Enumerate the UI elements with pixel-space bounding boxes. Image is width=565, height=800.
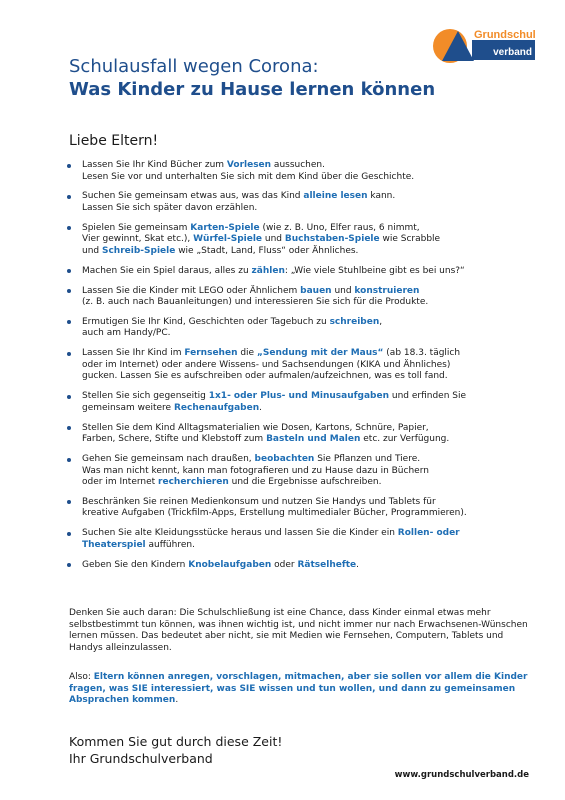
tip-item (55, 317, 545, 340)
tip-text: gemeinsam weitere (82, 402, 174, 413)
also-highlight: Eltern können anregen, vorschlagen, mitmachen, aber sie sollen vor allem die Kinder fragen, was SIE interessiert, was SIE wissen und tun wollen, und dann zu gemeinsamen Absprachen kommen (69, 672, 528, 706)
page-title (69, 56, 539, 102)
tip-item (55, 528, 545, 551)
tip-text: und die Ergebnisse aufschreiben. (228, 477, 382, 488)
tip-item (55, 497, 545, 520)
tip-text: Lassen Sie Ihr Kind im (82, 348, 185, 359)
tip-text: und (262, 234, 285, 245)
tip-text: , (379, 316, 383, 327)
tip-text: Machen Sie ein Spiel daraus, alles zu (82, 265, 252, 276)
also-suffix: . (175, 695, 179, 706)
highlight-term: Buchstaben-Spiele (284, 234, 380, 245)
tip-text: (ab 18.3. täglich (383, 348, 461, 359)
highlight-term: Rechenaufgaben (173, 402, 260, 413)
tip-text: die (237, 348, 257, 359)
tip-text: Sie Pflanzen und Tiere. (314, 454, 421, 465)
tip-text: und erfinden Sie (389, 391, 467, 402)
website-url: www.grundschulverband.de (394, 770, 529, 780)
tip-text: (wie z. B. Uno, Elfer raus, 6 nimmt, (259, 222, 420, 233)
tip-text: etc. zur Verfügung. (360, 434, 450, 445)
tips-list (55, 160, 545, 580)
tip-item (55, 191, 545, 214)
signoff-line-1: Kommen Sie gut durch diese Zeit! (69, 734, 283, 749)
tip-text: Stellen Sie sich gegenseitig (82, 391, 209, 402)
bullet-icon (67, 426, 71, 430)
highlight-term: Vorlesen (226, 160, 272, 170)
bullet-icon (67, 458, 71, 462)
bullet-icon (67, 532, 71, 536)
tip-item (55, 286, 545, 309)
highlight-term: Basteln und Malen (266, 434, 361, 445)
highlight-term: bauen (300, 285, 332, 296)
highlight-term: Fernsehen (184, 348, 238, 359)
tip-text: gucken. Lassen Sie es aufschreiben oder aufmalen/aufzeichnen, was es toll fand. (82, 371, 448, 382)
bullet-icon (67, 226, 71, 230)
tip-text: : „Wie viele Stuhlbeine gibt es bei uns?“ (284, 265, 465, 276)
tip-text: kann. (367, 191, 396, 202)
highlight-term: recherchieren (158, 477, 229, 488)
bullet-icon (67, 269, 71, 273)
highlight-term: Rollen- oder (397, 528, 460, 539)
tip-text: Lassen Sie sich später davon erzählen. (82, 202, 258, 213)
tip-text: auch am Handy/PC. (82, 328, 171, 339)
signoff-line-2: Ihr Grundschulverband (69, 751, 213, 766)
title-line-2: Was Kinder zu Hause lernen können (69, 79, 436, 100)
bullet-icon (67, 395, 71, 399)
bullet-icon (67, 352, 71, 356)
tip-text: oder im Internet) oder andere Wissens- und Sachsendungen (KIKA und Ähnliches) (82, 359, 451, 370)
tip-text: . (356, 559, 360, 570)
also-prefix: Also: (69, 672, 94, 682)
logo-text-grundschul: Grundschul (474, 29, 536, 41)
tip-item (55, 160, 545, 183)
highlight-term: Würfel-Spiele (193, 234, 263, 245)
bullet-icon (67, 195, 71, 199)
tip-text: Suchen Sie alte Kleidungsstücke heraus und lassen Sie die Kinder ein (82, 528, 398, 539)
tip-item (55, 223, 545, 258)
signoff (69, 733, 282, 767)
tip-item (55, 391, 545, 414)
closing-paragraph: Denken Sie auch daran: Die Schulschließung ist eine Chance, dass Kinder einmal etwas mehr selbstbestimmt tun können, was ihnen wichtig ist, und nicht immer nur nach Erwachsenen-Wünschen lernen müssen. Das bedeutet aber nicht, sie mit Medien wie Fernsehen, Computern, Tablets und Handys alleinzulassen. (69, 608, 528, 653)
tip-text: wie Scrabble (379, 234, 441, 245)
tip-text: wie „Stadt, Land, Fluss“ oder Ähnliches. (175, 245, 359, 256)
bullet-icon (67, 289, 71, 293)
tip-text: Beschränken Sie reinen Medienkonsum und nutzen Sie Handys und Tablets für (82, 496, 436, 507)
tip-text: Lassen Sie Ihr Kind Bücher zum (82, 160, 227, 170)
tip-text: Stellen Sie dem Kind Alltagsmaterialien wie Dosen, Kartons, Schnüre, Papier, (82, 422, 429, 433)
tip-text: Farben, Schere, Stifte und Klebstoff zum (82, 434, 267, 445)
highlight-term: schreiben (329, 316, 380, 327)
tip-text: oder (271, 559, 298, 570)
tip-item (55, 348, 545, 383)
tip-text: aufführen. (145, 539, 195, 550)
highlight-term: alleine lesen (303, 191, 368, 202)
highlight-term: „Sendung mit der Maus“ (256, 348, 384, 359)
highlight-term: konstruieren (354, 285, 420, 296)
tip-item (55, 560, 545, 572)
highlight-term: beobachten (254, 454, 315, 465)
tip-text: Lassen Sie die Kinder mit LEGO oder Ähnlichem (82, 285, 301, 296)
highlight-term: 1x1- oder Plus- und Minusaufgaben (208, 391, 390, 402)
tip-text: Vier gewinnt, Skat etc.), (82, 234, 194, 245)
highlight-term: Knobelaufgaben (188, 559, 272, 570)
tip-text: Ermutigen Sie Ihr Kind, Geschichten oder Tagebuch zu (82, 316, 330, 327)
tip-text: Was man nicht kennt, kann man fotografieren und zu Hause dazu in Büchern (82, 465, 429, 476)
tip-text: und (82, 245, 102, 256)
tip-text: kreative Aufgaben (Trickfilm-Apps, Erstellung multimedialer Bücher, Programmieren). (82, 508, 467, 519)
tip-text: Lesen Sie vor und unterhalten Sie sich mit dem Kind über die Geschichte. (82, 171, 415, 182)
tip-text: oder im Internet (82, 477, 159, 488)
tip-text: Gehen Sie gemeinsam nach draußen, (82, 454, 255, 465)
bullet-icon (67, 563, 71, 567)
greeting: Liebe Eltern! (69, 133, 159, 149)
tip-item (55, 266, 545, 278)
bullet-icon (67, 500, 71, 504)
title-line-1: Schulausfall wegen Corona: (69, 56, 319, 77)
bullet-icon (67, 164, 71, 168)
highlight-term: Theaterspiel (82, 539, 146, 550)
logo-text-verband: verband (493, 47, 532, 58)
tip-text: (z. B. auch nach Bauanleitungen) und interessieren Sie sich für die Produkte. (82, 297, 429, 308)
highlight-term: Schreib-Spiele (101, 245, 176, 256)
tip-text: Geben Sie den Kindern (82, 559, 189, 570)
also-paragraph (69, 672, 539, 707)
tip-text: Spielen Sie gemeinsam (82, 222, 191, 233)
tip-text: . (259, 402, 262, 413)
highlight-term: Karten-Spiele (190, 222, 260, 233)
bullet-icon (67, 320, 71, 324)
tip-text: und (331, 285, 355, 296)
highlight-term: zählen (251, 265, 285, 276)
tip-item (55, 454, 545, 489)
tip-text: aussuchen. (271, 160, 325, 170)
tip-text: Suchen Sie gemeinsam etwas aus, was das Kind (82, 191, 304, 202)
tip-item (55, 423, 545, 446)
highlight-term: Rätselhefte (297, 559, 357, 570)
